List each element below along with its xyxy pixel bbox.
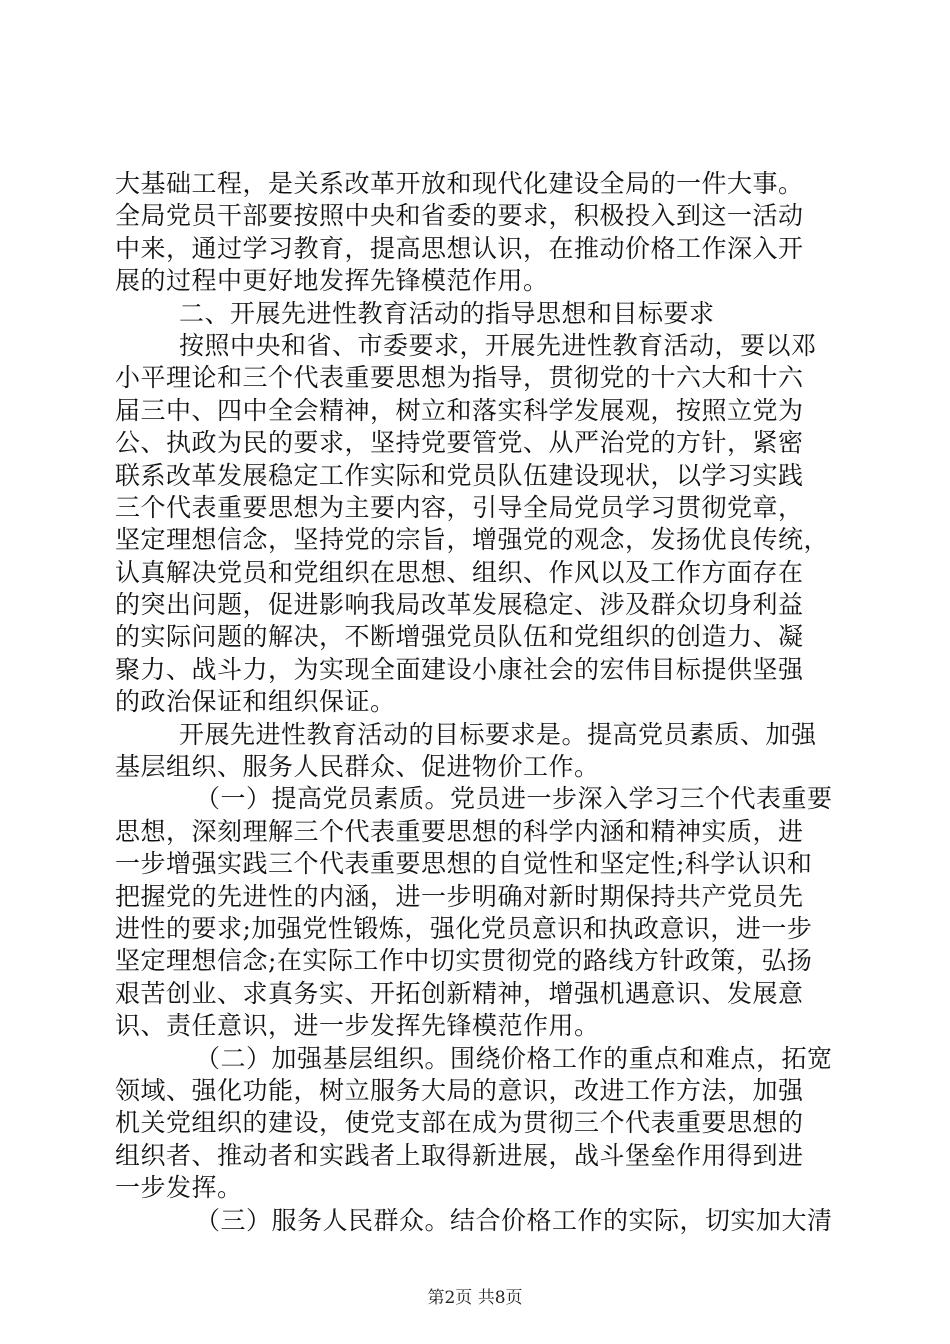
text-line: 识、责任意识，进一步发挥先锋模范作用。 xyxy=(115,1011,600,1041)
text-line: 领域、强化功能，树立服务大局的意识，改进工作方法，加强 xyxy=(115,1075,804,1105)
text-line: 展的过程中更好地发挥先锋模范作用。 xyxy=(115,266,549,296)
text-line: 艰苦创业、求真务实、开拓创新精神，增强机遇意识、发展意 xyxy=(115,978,804,1008)
text-line: 把握党的先进性的内涵，进一步明确对新时期保持共产党员先 xyxy=(115,881,804,911)
text-line: 公、执政为民的要求，坚持党要管党、从严治党的方针，紧密 xyxy=(115,428,804,458)
text-line: 基层组织、服务人民群众、促进物价工作。 xyxy=(115,752,600,782)
text-line: 大基础工程，是关系改革开放和现代化建设全局的一件大事。 xyxy=(115,169,804,198)
document-body xyxy=(115,168,850,1237)
text-line: 的突出问题，促进影响我局改革发展稳定、涉及群众切身利益 xyxy=(115,590,804,620)
text-line: 中来，通过学习教育，提高思想认识，在推动价格工作深入开 xyxy=(115,233,804,263)
section-heading: 二、开展先进性教育活动的指导思想和目标要求 xyxy=(179,298,715,328)
text-line: 全局党员干部要按照中央和省委的要求，积极投入到这一活动 xyxy=(115,201,804,231)
subsection-line: （三）服务人民群众。结合价格工作的实际，切实加大清 xyxy=(195,1205,833,1235)
text-line: 组织者、推动者和实践者上取得新进展，战斗堡垒作用得到进 xyxy=(115,1140,804,1170)
text-line: 小平理论和三个代表重要思想为指导，贯彻党的十六大和十六 xyxy=(115,363,804,393)
text-line: 聚力、战斗力，为实现全面建设小康社会的宏伟目标提供坚强 xyxy=(115,654,804,684)
text-line: 的政治保证和组织保证。 xyxy=(115,687,396,717)
text-line: 认真解决党员和党组织在思想、组织、作风以及工作方面存在 xyxy=(115,557,804,587)
text-line: 进性的要求;加强党性锻炼，强化党员意识和执政意识，进一步 xyxy=(115,913,813,943)
text-line: 坚定理想信念，坚持党的宗旨，增强党的观念，发扬优良传统， xyxy=(115,525,830,555)
subsection-line: （二）加强基层组织。围绕价格工作的重点和难点，拓宽 xyxy=(195,1043,833,1073)
text-line: 机关党组织的建设，使党支部在成为贯彻三个代表重要思想的 xyxy=(115,1108,804,1138)
text-line: 一步发挥。 xyxy=(115,1173,243,1203)
text-line: 一步增强实践三个代表重要思想的自觉性和坚定性;科学认识和 xyxy=(115,849,813,879)
text-line: 开展先进性教育活动的目标要求是。提高党员素质、加强 xyxy=(179,719,817,749)
text-line: 坚定理想信念;在实际工作中切实贯彻党的路线方针政策，弘扬 xyxy=(115,946,813,976)
text-line: 届三中、四中全会精神，树立和落实科学发展观，按照立党为 xyxy=(115,395,804,425)
text-line: 按照中央和省、市委要求，开展先进性教育活动，要以邓 xyxy=(179,330,817,360)
text-line: 思想，深刻理解三个代表重要思想的科学内涵和精神实质，进 xyxy=(115,816,804,846)
text-line: 联系改革发展稳定工作实际和党员队伍建设现状，以学习实践 xyxy=(115,460,804,490)
page-footer: 第2页 共8页 xyxy=(427,1288,523,1308)
text-line: 的实际问题的解决，不断增强党员队伍和党组织的创造力、凝 xyxy=(115,622,804,652)
subsection-line: （一）提高党员素质。党员进一步深入学习三个代表重要 xyxy=(195,784,833,814)
text-line: 三个代表重要思想为主要内容，引导全局党员学习贯彻党章， xyxy=(115,492,804,522)
